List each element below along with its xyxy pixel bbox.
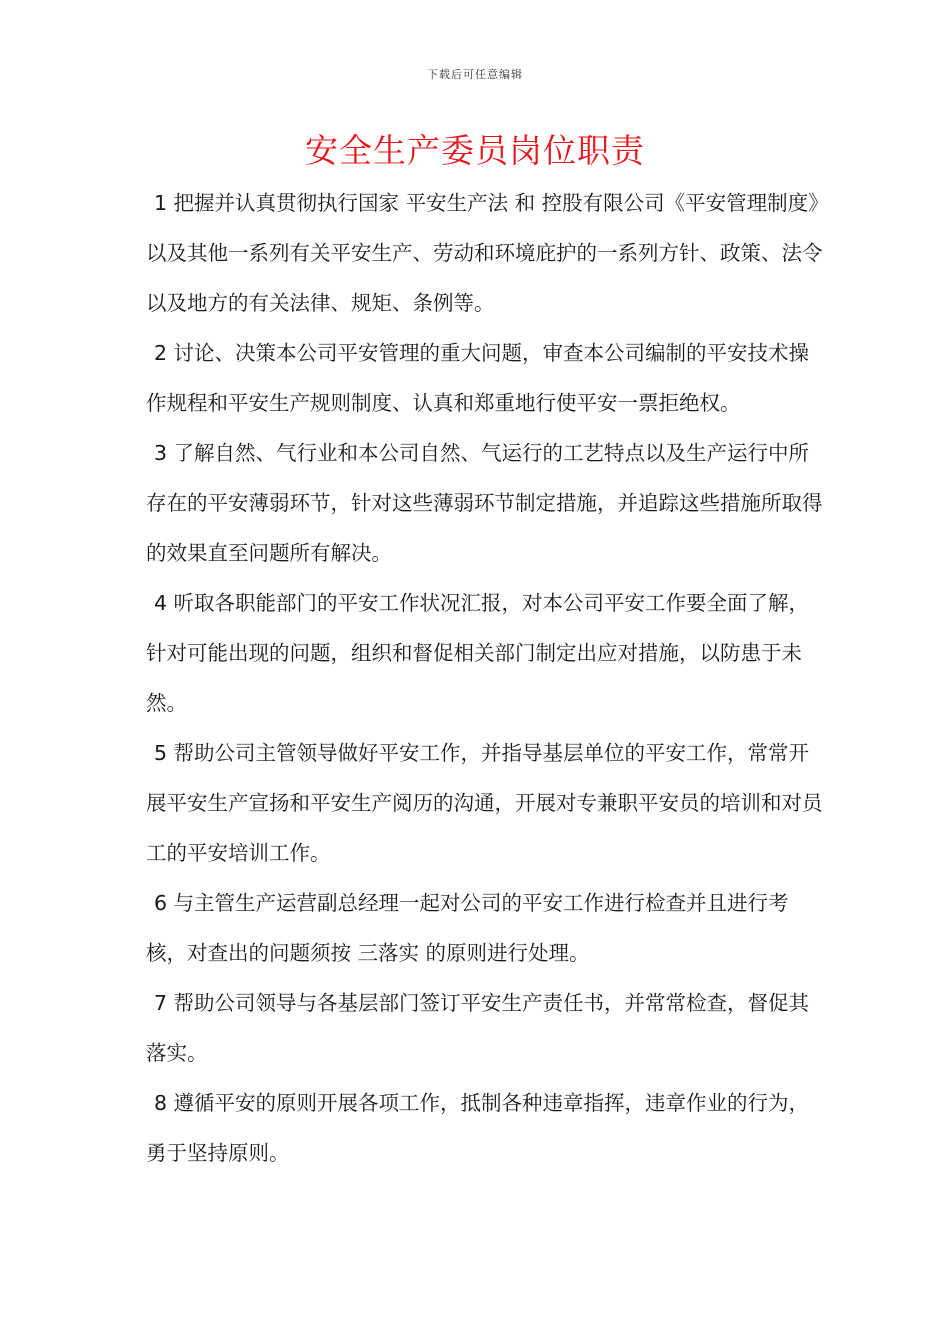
document-body — [146, 178, 826, 1178]
paragraph-5: 5 帮助公司主管领导做好平安工作，并指导基层单位的平安工作，常常开展平安生产宣扬和平安生产阅历的沟通，开展对专兼职平安员的培训和对员工的平安培训工作。 — [146, 741, 823, 865]
document-title: 安全生产委员岗位职责 — [305, 131, 645, 170]
paragraph-4: 4 听取各职能部门的平安工作状况汇报，对本公司平安工作要全面了解，针对可能出现的问题，组织和督促相关部门制定出应对措施，以防患于未然。 — [146, 591, 810, 715]
paragraph-2: 2 讨论、决策本公司平安管理的重大问题，审查本公司编制的平安技术操作规程和平安生产规则制度、认真和郑重地行使平安一票拒绝权。 — [146, 341, 810, 415]
paragraph-8: 8 遵循平安的原则开展各项工作，抵制各种违章指挥，违章作业的行为，勇于坚持原则。 — [146, 1091, 810, 1165]
paragraph-7: 7 帮助公司领导与各基层部门签订平安生产责任书，并常常检查，督促其落实。 — [146, 991, 810, 1065]
paragraph-3: 3 了解自然、气行业和本公司自然、气运行的工艺特点以及生产运行中所存在的平安薄弱环节，针对这些薄弱环节制定措施，并追踪这些措施所取得的效果直至问题所有解决。 — [146, 441, 823, 565]
header-note: 下载后可任意编辑 — [427, 68, 523, 81]
paragraph-6: 6 与主管生产运营副总经理一起对公司的平安工作进行检查并且进行考核，对查出的问题须按 三落实 的原则进行处理。 — [146, 891, 789, 965]
paragraph-1: 1 把握并认真贯彻执行国家 平安生产法 和 控股有限公司《平安管理制度》以及其他一系列有关平安生产、劳动和环境庇护的一系列方针、政策、法令以及地方的有关法律、规矩、条例等。 — [146, 191, 823, 315]
